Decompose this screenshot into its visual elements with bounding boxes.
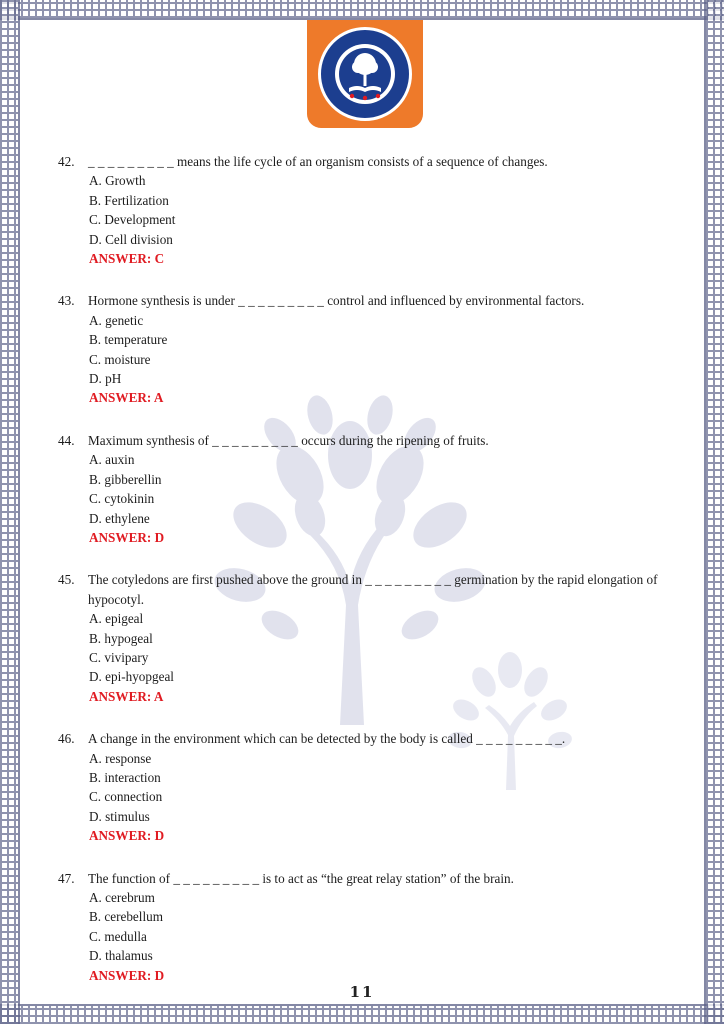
decorative-border-right <box>704 0 724 1024</box>
question-text <box>58 152 658 171</box>
question-stem: _ _ _ _ _ _ _ _ _ means the life cycle of an organism consists of a sequence of changes. <box>88 154 548 169</box>
answer-label: ANSWER: A <box>89 390 164 406</box>
question-stem: The cotyledons are first pushed above the ground in _ _ _ _ _ _ _ _ _ germination by the rapid elongation of hypocotyl. <box>88 572 658 607</box>
question-number: 46. <box>58 731 75 747</box>
option-list <box>58 450 658 528</box>
question-item <box>58 431 658 547</box>
option-d: D. ethylene <box>89 510 150 526</box>
option-c: C. moisture <box>89 351 151 367</box>
option-d: D. Cell division <box>89 231 173 247</box>
option-list <box>58 311 658 389</box>
option-list <box>58 888 658 966</box>
option-c: C. medulla <box>89 928 147 944</box>
option-a: A. cerebrum <box>89 890 155 905</box>
option-d: D. epi-hyopgeal <box>89 669 174 685</box>
option-list <box>58 609 658 687</box>
question-item <box>58 291 658 407</box>
header-logo-tab <box>307 20 423 128</box>
answer-label: ANSWER: D <box>89 828 165 844</box>
option-b: B. gibberellin <box>89 471 162 487</box>
option-a: A. epigeal <box>89 611 144 627</box>
option-a: A. genetic <box>89 312 144 328</box>
option-b: B. hypogeal <box>89 630 153 646</box>
option-list <box>58 171 658 249</box>
question-stem: A change in the environment which can be detected by the body is called _ _ _ _ _ _ _ _ _. <box>88 731 566 747</box>
option-d: D. stimulus <box>89 808 150 824</box>
question-text <box>58 570 658 609</box>
question-stem: The function of _ _ _ _ _ _ _ _ _ is to act as “the great relay station” of the brain. <box>88 870 514 886</box>
answer-label: ANSWER: A <box>89 688 164 704</box>
option-a: A. Growth <box>89 173 146 189</box>
option-a: A. response <box>89 750 152 766</box>
option-b: B. interaction <box>89 769 161 785</box>
question-number: 45. <box>58 572 75 588</box>
answer-label: ANSWER: D <box>89 529 165 545</box>
question-text <box>58 729 658 748</box>
option-c: C. connection <box>89 789 163 805</box>
question-stem: Maximum synthesis of _ _ _ _ _ _ _ _ _ occurs during the ripening of fruits. <box>88 432 489 448</box>
question-number: 44. <box>58 432 75 448</box>
option-c: C. Development <box>89 212 176 228</box>
question-text <box>58 869 658 888</box>
question-item <box>58 869 658 985</box>
option-a: A. auxin <box>89 452 135 468</box>
option-d: D. pH <box>89 371 122 387</box>
decorative-border-top <box>0 0 724 20</box>
page-number: 11 <box>349 983 375 1001</box>
question-number: 43. <box>58 293 75 309</box>
tree-book-emblem-icon <box>318 27 412 121</box>
decorative-border-left <box>0 0 20 1024</box>
option-b: B. Fertilization <box>89 192 169 208</box>
question-list <box>58 152 658 1008</box>
question-item <box>58 152 658 268</box>
option-c: C. cytokinin <box>89 491 155 507</box>
option-list <box>58 749 658 827</box>
question-text <box>58 291 658 310</box>
question-item <box>58 570 658 706</box>
question-stem: Hormone synthesis is under _ _ _ _ _ _ _ _ _ control and influenced by environmental factors. <box>88 293 585 309</box>
option-c: C. vivipary <box>89 649 149 665</box>
option-b: B. temperature <box>89 332 168 348</box>
question-number: 42. <box>58 154 75 169</box>
answer-label: ANSWER: C <box>89 251 165 267</box>
answer-label: ANSWER: D <box>89 967 165 983</box>
question-text <box>58 431 658 450</box>
option-d: D. thalamus <box>89 948 153 964</box>
question-number: 47. <box>58 870 75 886</box>
question-item <box>58 729 658 845</box>
option-b: B. cerebellum <box>89 909 163 925</box>
